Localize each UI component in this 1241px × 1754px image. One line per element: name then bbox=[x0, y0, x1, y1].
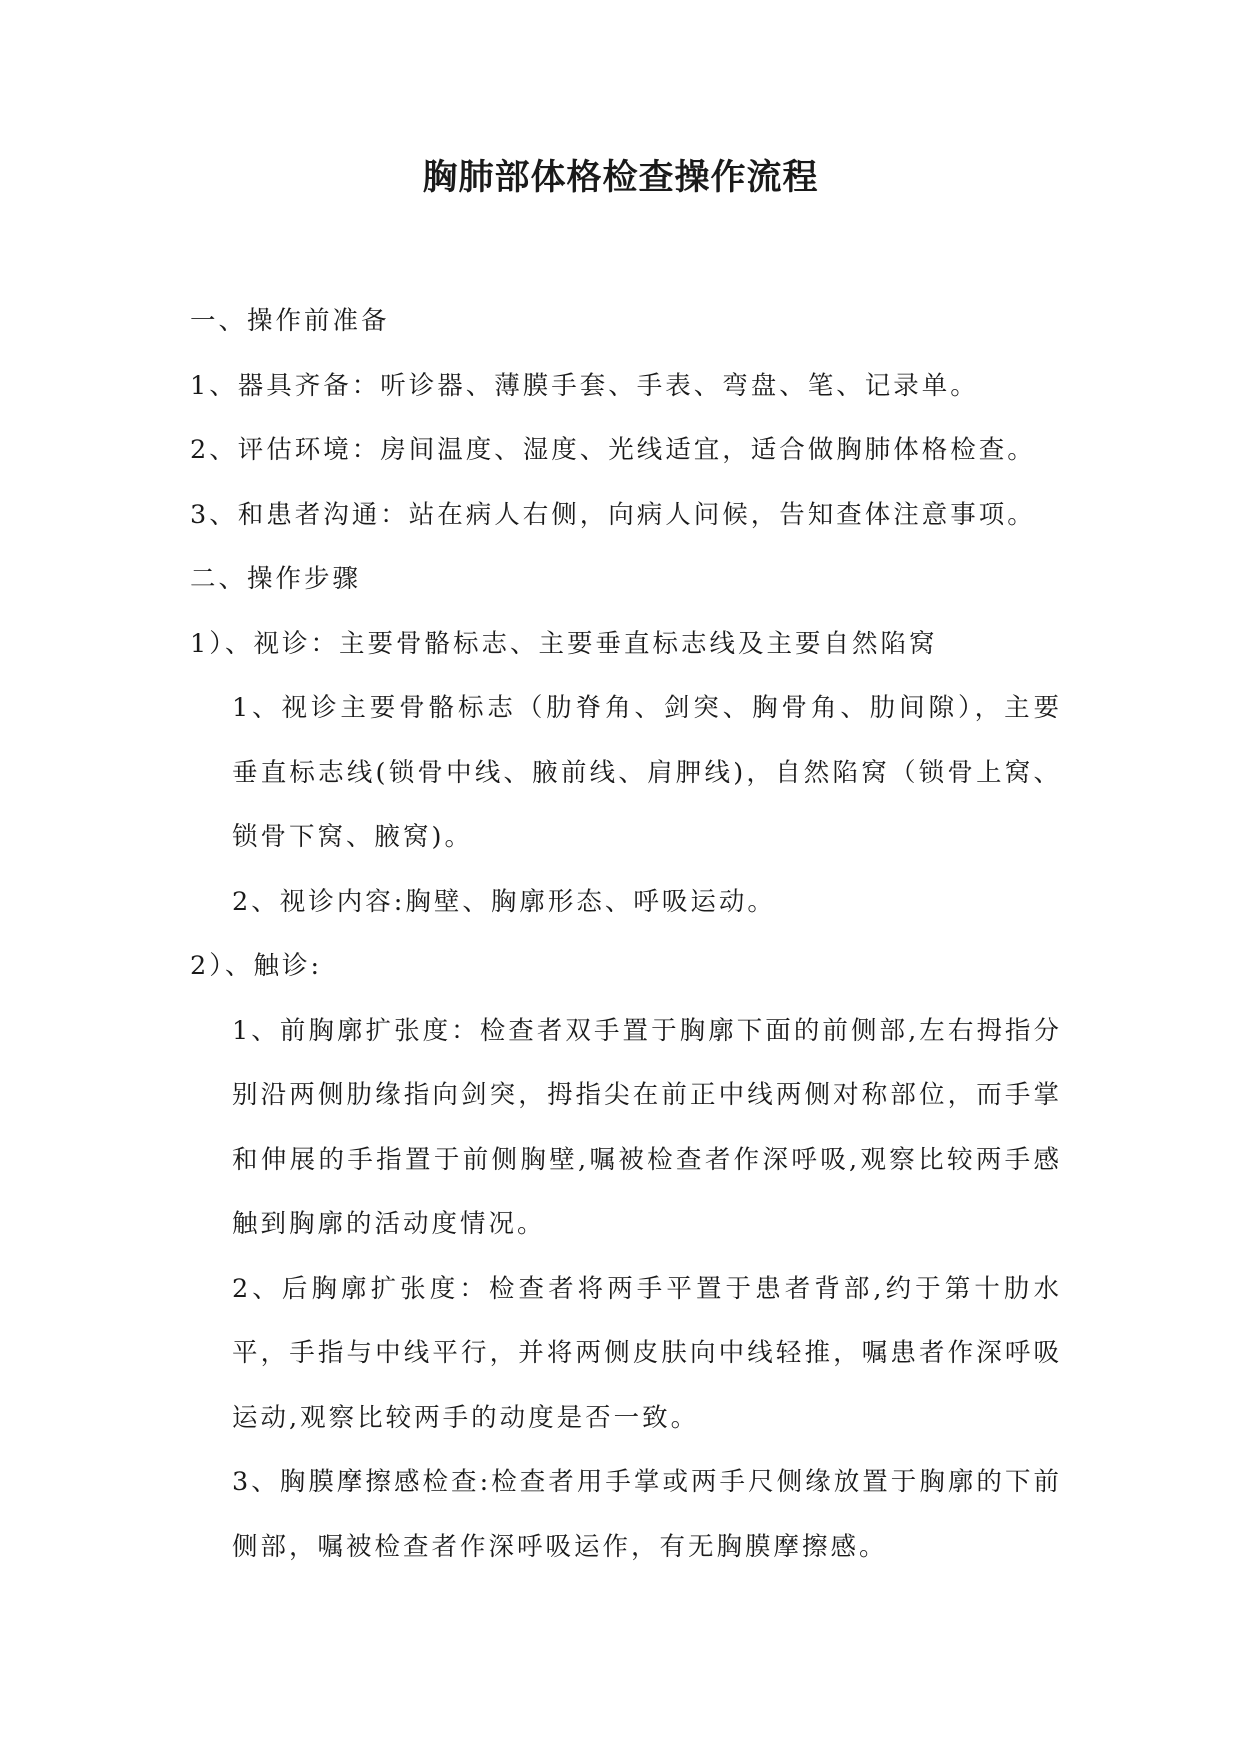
subsection-heading-inspection: 1）、视诊：主要骨骼标志、主要垂直标志线及主要自然陷窝 bbox=[190, 628, 938, 659]
prep-item-communication: 3、和患者沟通：站在病人右侧，向病人问候，告知查体注意事项。 bbox=[190, 499, 1036, 530]
prep-item-equipment: 1、器具齐备：听诊器、薄膜手套、手表、弯盘、笔、记录单。 bbox=[190, 370, 979, 401]
palpation-item-anterior-expansion: 1、前胸廓扩张度：检查者双手置于胸廓下面的前侧部,左右拇指分别沿两侧肋缘指向剑突，拇指尖在前正中线两侧对称部位，而手掌和伸展的手指置于前侧胸壁,嘱被检查者作深呼吸,观察比较两手感触到胸廓的活动度情况。 bbox=[232, 1015, 1062, 1239]
palpation-item-pleural-friction: 3、胸膜摩擦感检查:检查者用手掌或两手尺侧缘放置于胸廓的下前侧部，嘱被检查者作深呼吸运作，有无胸膜摩擦感。 bbox=[232, 1467, 1062, 1562]
section-heading-preparation: 一、操作前准备 bbox=[190, 306, 390, 336]
subsection-heading-palpation: 2）、触诊: bbox=[190, 951, 323, 981]
document-title: 胸肺部体格检查操作流程 bbox=[422, 158, 819, 198]
section-heading-steps: 二、操作步骤 bbox=[190, 564, 362, 594]
prep-item-environment: 2、评估环境：房间温度、湿度、光线适宜，适合做胸肺体格检查。 bbox=[190, 435, 1036, 465]
palpation-item-posterior-expansion: 2、后胸廓扩张度：检查者将两手平置于患者背部,约于第十肋水平，手指与中线平行，并将两侧皮肤向中线轻推，嘱患者作深呼吸运动,观察比较两手的动度是否一致。 bbox=[232, 1273, 1062, 1433]
inspection-item-content: 2、视诊内容:胸壁、胸廓形态、呼吸运动。 bbox=[232, 886, 776, 917]
document-body bbox=[190, 289, 1060, 1579]
inspection-item-landmarks: 1、视诊主要骨骼标志（肋脊角、剑突、胸骨角、肋间隙），主要垂直标志线(锁骨中线、腋前线、肩胛线)，自然陷窝（锁骨上窝、锁骨下窝、腋窝)。 bbox=[232, 693, 1062, 852]
